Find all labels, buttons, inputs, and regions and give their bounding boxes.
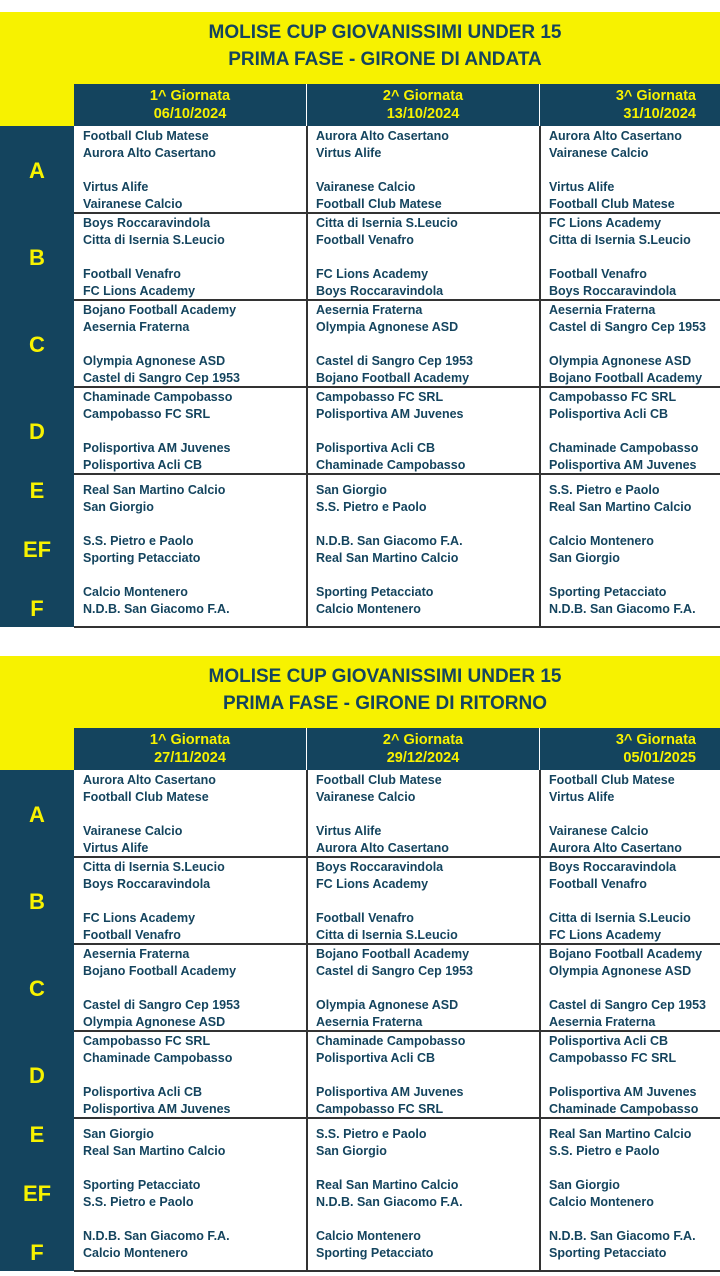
team-name: Real San Martino Calcio <box>316 1178 459 1192</box>
schedule-section <box>0 656 720 1266</box>
team-name: Castel di Sangro Cep 1953 <box>83 371 241 385</box>
team-name: Polisportiva AM Juvenes <box>316 1085 464 1099</box>
team-name: Virtus Alife <box>316 146 382 160</box>
team-name: Campobasso FC SRL <box>316 390 444 404</box>
group-label: A <box>29 802 45 827</box>
team-name: Football Venafro <box>316 911 414 925</box>
team-name: Virtus Alife <box>549 180 615 194</box>
team-name: Polisportiva AM Juvenes <box>83 441 231 455</box>
team-name: Citta di Isernia S.Leucio <box>549 911 691 925</box>
group-label: F <box>30 1240 44 1265</box>
round-name: 3^ Giornata <box>615 88 696 104</box>
team-name: Vairanese Calcio <box>316 790 416 804</box>
row-divider <box>74 386 720 388</box>
round-header <box>540 84 720 126</box>
team-name: Real San Martino Calcio <box>549 500 692 514</box>
row-divider <box>74 943 720 945</box>
team-name: Aurora Alto Casertano <box>316 841 449 855</box>
team-name: Real San Martino Calcio <box>83 1144 226 1158</box>
team-name: Virtus Alife <box>316 824 382 838</box>
team-name: Football Club Matese <box>83 129 209 143</box>
team-name: Campobasso FC SRL <box>83 407 211 421</box>
team-name: Football Club Matese <box>83 790 209 804</box>
round-date: 05/01/2025 <box>623 750 696 766</box>
team-name: S.S. Pietro e Paolo <box>549 1144 660 1158</box>
round-header-row <box>74 84 720 126</box>
group-label: E <box>29 1122 45 1147</box>
team-name: Boys Roccaravindola <box>83 216 211 230</box>
team-name: Vairanese Calcio <box>549 146 649 160</box>
team-name: N.D.B. San Giacomo F.A. <box>316 1195 463 1209</box>
team-name: N.D.B. San Giacomo F.A. <box>549 1229 696 1243</box>
team-name: Citta di Isernia S.Leucio <box>316 928 458 942</box>
group-label: C <box>29 976 45 1001</box>
group-label: B <box>29 889 45 914</box>
group-label: F <box>30 596 44 621</box>
team-name: Virtus Alife <box>83 841 149 855</box>
team-name: San Giorgio <box>316 1144 387 1158</box>
team-name: Football Venafro <box>316 233 414 247</box>
team-name: Chaminade Campobasso <box>549 441 699 455</box>
team-name: Chaminade Campobasso <box>83 390 233 404</box>
team-name: Sporting Petacciato <box>83 1178 201 1192</box>
team-name: Bojano Football Academy <box>83 964 237 978</box>
team-name: Polisportiva Acli CB <box>83 458 203 472</box>
team-name: Chaminade Campobasso <box>83 1051 233 1065</box>
group-label: EF <box>22 1181 52 1206</box>
team-name: Sporting Petacciato <box>83 551 201 565</box>
team-name: Sporting Petacciato <box>549 1246 667 1260</box>
round-header <box>307 84 540 126</box>
section-subtitle: PRIMA FASE - GIRONE DI RITORNO <box>222 693 548 714</box>
team-name: Chaminade Campobasso <box>316 458 466 472</box>
team-name: Calcio Montenero <box>316 1229 421 1243</box>
team-name: Campobasso FC SRL <box>549 1051 677 1065</box>
team-name: Aurora Alto Casertano <box>83 773 216 787</box>
team-name: Campobasso FC SRL <box>316 1102 444 1116</box>
team-name: N.D.B. San Giacomo F.A. <box>549 602 696 616</box>
team-name: Olympia Agnonese ASD <box>316 998 459 1012</box>
team-name: Aurora Alto Casertano <box>549 841 682 855</box>
round-name: 2^ Giornata <box>382 88 464 104</box>
section-subtitle: PRIMA FASE - GIRONE DI ANDATA <box>228 49 542 70</box>
team-name: Citta di Isernia S.Leucio <box>316 216 458 230</box>
group-label: D <box>29 419 45 444</box>
team-name: Football Venafro <box>549 267 647 281</box>
team-name: Football Club Matese <box>316 773 442 787</box>
team-name: Boys Roccaravindola <box>549 860 677 874</box>
team-name: Football Venafro <box>549 877 647 891</box>
team-name: Aesernia Fraterna <box>316 1015 423 1029</box>
team-name: Olympia Agnonese ASD <box>549 964 692 978</box>
round-date: 06/10/2024 <box>153 106 227 122</box>
team-name: Campobasso FC SRL <box>549 390 677 404</box>
round-name: 3^ Giornata <box>615 732 696 748</box>
team-name: Vairanese Calcio <box>549 824 649 838</box>
group-label: A <box>29 158 45 183</box>
group-label: E <box>29 478 45 503</box>
team-name: Citta di Isernia S.Leucio <box>549 233 691 247</box>
team-name: Castel di Sangro Cep 1953 <box>549 998 707 1012</box>
team-name: Polisportiva Acli CB <box>549 1034 669 1048</box>
round-header <box>74 728 307 770</box>
team-name: Aurora Alto Casertano <box>549 129 682 143</box>
team-name: Bojano Football Academy <box>316 947 470 961</box>
team-name: FC Lions Academy <box>83 284 196 298</box>
round-name: 2^ Giornata <box>382 732 464 748</box>
team-name: San Giorgio <box>549 551 620 565</box>
team-name: Citta di Isernia S.Leucio <box>83 233 225 247</box>
team-name: Sporting Petacciato <box>316 1246 434 1260</box>
team-name: Calcio Montenero <box>549 1195 654 1209</box>
team-name: Chaminade Campobasso <box>316 1034 466 1048</box>
team-name: Castel di Sangro Cep 1953 <box>316 964 474 978</box>
team-name: Bojano Football Academy <box>549 947 703 961</box>
team-name: Football Club Matese <box>549 197 675 211</box>
team-name: S.S. Pietro e Paolo <box>83 534 194 548</box>
round-date: 13/10/2024 <box>386 106 460 122</box>
group-label: C <box>29 332 45 357</box>
round-header <box>307 728 540 770</box>
team-name: Chaminade Campobasso <box>549 1102 699 1116</box>
team-name: FC Lions Academy <box>316 877 429 891</box>
team-name: N.D.B. San Giacomo F.A. <box>83 602 230 616</box>
table-bottom-border <box>74 1270 720 1272</box>
team-name: Aesernia Fraterna <box>549 1015 656 1029</box>
team-name: Olympia Agnonese ASD <box>549 354 692 368</box>
team-name: Sporting Petacciato <box>316 585 434 599</box>
team-name: Polisportiva AM Juvenes <box>549 1085 697 1099</box>
team-name: Bojano Football Academy <box>316 371 470 385</box>
team-name: Polisportiva Acli CB <box>316 1051 436 1065</box>
team-name: Boys Roccaravindola <box>316 860 444 874</box>
round-header <box>74 84 307 126</box>
team-name: Bojano Football Academy <box>549 371 703 385</box>
team-name: Real San Martino Calcio <box>316 551 459 565</box>
team-name: Real San Martino Calcio <box>549 1127 692 1141</box>
team-name: Vairanese Calcio <box>83 197 183 211</box>
row-divider <box>74 1030 720 1032</box>
column-divider <box>539 126 541 627</box>
column-divider <box>539 770 541 1271</box>
team-name: Olympia Agnonese ASD <box>316 320 459 334</box>
team-name: Football Venafro <box>83 267 181 281</box>
team-name: FC Lions Academy <box>316 267 429 281</box>
team-name: Boys Roccaravindola <box>549 284 677 298</box>
team-name: S.S. Pietro e Paolo <box>316 1127 427 1141</box>
section-title: MOLISE CUP GIOVANISSIMI UNDER 15 <box>208 666 562 687</box>
team-name: FC Lions Academy <box>549 928 662 942</box>
round-date: 31/10/2024 <box>623 106 696 122</box>
team-name: Calcio Montenero <box>83 585 188 599</box>
team-name: Aesernia Fraterna <box>83 947 190 961</box>
team-name: N.D.B. San Giacomo F.A. <box>316 534 463 548</box>
team-name: Castel di Sangro Cep 1953 <box>549 320 707 334</box>
team-name: S.S. Pietro e Paolo <box>83 1195 194 1209</box>
team-name: San Giorgio <box>549 1178 620 1192</box>
group-label: D <box>29 1063 45 1088</box>
team-name: S.S. Pietro e Paolo <box>549 483 660 497</box>
team-name: Bojano Football Academy <box>83 303 237 317</box>
team-name: Boys Roccaravindola <box>83 877 211 891</box>
team-name: Calcio Montenero <box>549 534 654 548</box>
team-name: FC Lions Academy <box>83 911 196 925</box>
team-name: Sporting Petacciato <box>549 585 667 599</box>
team-name: Football Club Matese <box>316 197 442 211</box>
team-name: Polisportiva Acli CB <box>549 407 669 421</box>
team-name: Football Venafro <box>83 928 181 942</box>
team-name: Polisportiva AM Juvenes <box>316 407 464 421</box>
section-title: MOLISE CUP GIOVANISSIMI UNDER 15 <box>208 22 562 43</box>
team-name: Polisportiva AM Juvenes <box>549 458 697 472</box>
team-name: Aurora Alto Casertano <box>316 129 449 143</box>
row-divider <box>74 1117 720 1119</box>
team-name: Real San Martino Calcio <box>83 483 226 497</box>
row-divider <box>74 856 720 858</box>
team-name: Boys Roccaravindola <box>316 284 444 298</box>
round-name: 1^ Giornata <box>149 88 231 104</box>
round-header <box>540 728 720 770</box>
round-name: 1^ Giornata <box>149 732 231 748</box>
round-date: 29/12/2024 <box>386 750 460 766</box>
team-name: Aurora Alto Casertano <box>83 146 216 160</box>
team-name: San Giorgio <box>316 483 387 497</box>
team-name: Olympia Agnonese ASD <box>83 1015 226 1029</box>
schedule-section <box>0 12 720 622</box>
table-bottom-border <box>74 626 720 628</box>
round-header-row <box>74 728 720 770</box>
team-name: Calcio Montenero <box>83 1246 188 1260</box>
team-name: Polisportiva AM Juvenes <box>83 1102 231 1116</box>
row-divider <box>74 299 720 301</box>
team-name: FC Lions Academy <box>549 216 662 230</box>
team-name: Virtus Alife <box>549 790 615 804</box>
column-divider <box>306 770 308 1271</box>
team-name: N.D.B. San Giacomo F.A. <box>83 1229 230 1243</box>
team-name: S.S. Pietro e Paolo <box>316 500 427 514</box>
team-name: Olympia Agnonese ASD <box>83 354 226 368</box>
team-name: Polisportiva Acli CB <box>316 441 436 455</box>
team-name: Calcio Montenero <box>316 602 421 616</box>
team-name: Aesernia Fraterna <box>316 303 423 317</box>
group-label: EF <box>22 537 52 562</box>
team-name: Vairanese Calcio <box>316 180 416 194</box>
team-name: Virtus Alife <box>83 180 149 194</box>
row-divider <box>74 473 720 475</box>
team-name: San Giorgio <box>83 500 154 514</box>
round-date: 27/11/2024 <box>154 750 226 766</box>
team-name: Vairanese Calcio <box>83 824 183 838</box>
team-name: Campobasso FC SRL <box>83 1034 211 1048</box>
team-name: Aesernia Fraterna <box>83 320 190 334</box>
group-label: B <box>29 245 45 270</box>
team-name: San Giorgio <box>83 1127 154 1141</box>
team-name: Polisportiva Acli CB <box>83 1085 203 1099</box>
team-name: Football Club Matese <box>549 773 675 787</box>
row-divider <box>74 212 720 214</box>
team-name: Citta di Isernia S.Leucio <box>83 860 225 874</box>
team-name: Castel di Sangro Cep 1953 <box>83 998 241 1012</box>
team-name: Aesernia Fraterna <box>549 303 656 317</box>
column-divider <box>306 126 308 627</box>
team-name: Castel di Sangro Cep 1953 <box>316 354 474 368</box>
